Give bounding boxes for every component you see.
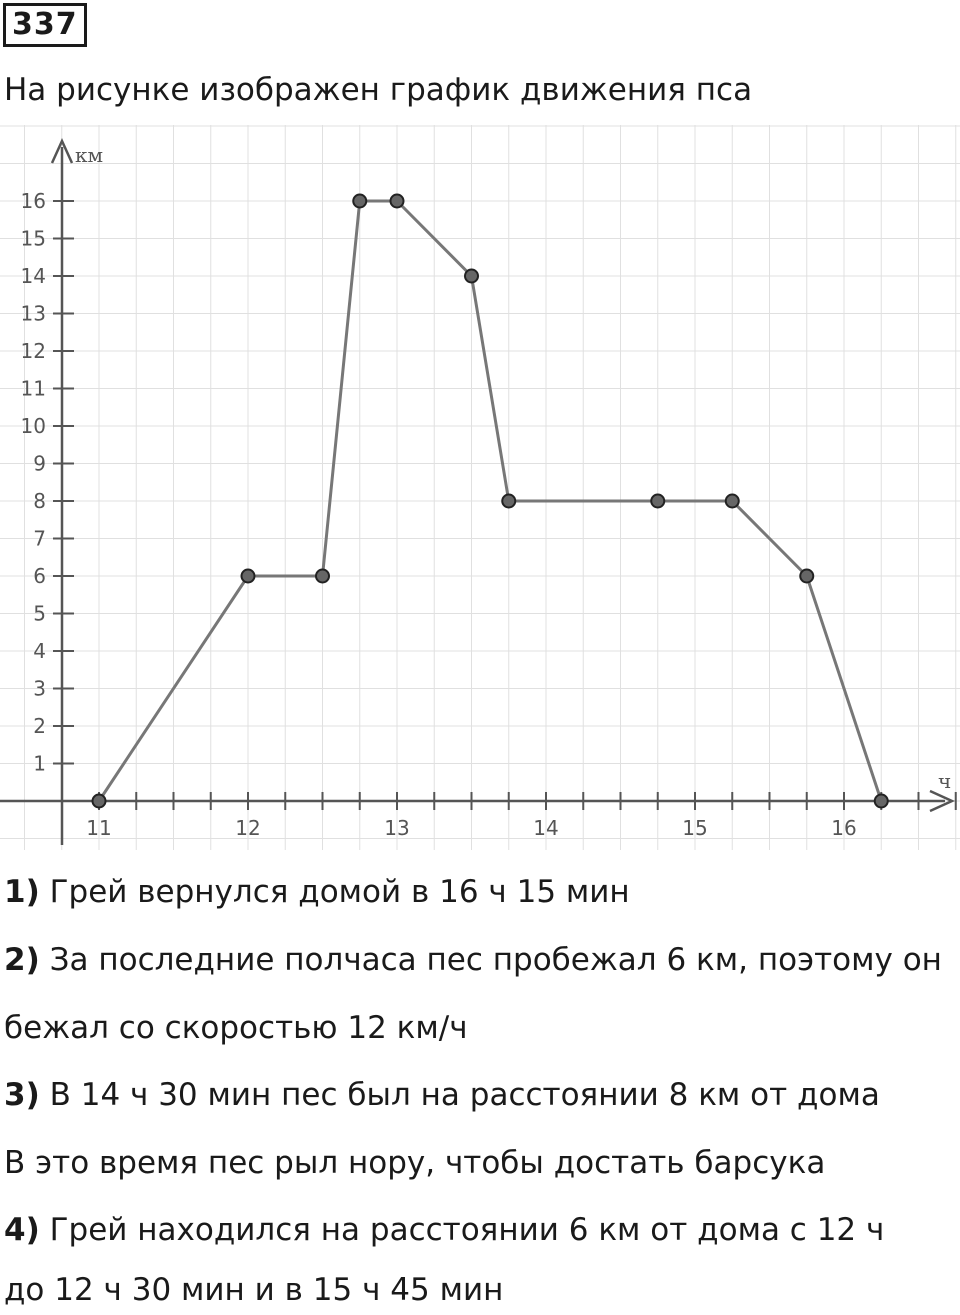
x-tick-label: 14	[533, 816, 559, 840]
answer-text: Грей вернулся домой в 16 ч 15 мин	[39, 874, 630, 910]
answer-number: 4)	[4, 1212, 40, 1248]
data-point	[242, 570, 255, 583]
answer-line	[4, 938, 942, 982]
data-point	[651, 495, 664, 508]
y-tick-label: 12	[20, 339, 46, 363]
problem-number: 337	[3, 3, 87, 47]
y-tick-label: 14	[20, 264, 46, 288]
y-tick-label: 6	[33, 564, 46, 588]
x-tick-label: 16	[831, 816, 857, 840]
chart-axes	[0, 141, 952, 845]
answer-number: 2)	[4, 942, 40, 978]
data-point	[726, 495, 739, 508]
data-point	[875, 795, 888, 808]
data-point	[465, 270, 478, 283]
problem-statement: На рисунке изображен график движения пса	[4, 72, 753, 108]
data-point	[353, 195, 366, 208]
answer-text: В 14 ч 30 мин пес был на расстоянии 8 км от дома	[39, 1077, 880, 1113]
y-tick-label: 13	[20, 301, 46, 326]
y-tick-label: 10	[20, 414, 46, 438]
answer-line	[4, 1073, 880, 1117]
data-point	[391, 195, 404, 208]
data-point	[800, 570, 813, 583]
y-tick-label: 1	[33, 751, 46, 776]
answer-line	[4, 1208, 884, 1252]
y-tick-label: 5	[33, 601, 46, 626]
chart-grid	[0, 125, 960, 850]
y-tick-label: 9	[33, 451, 46, 476]
data-point	[316, 570, 329, 583]
y-tick-label: 8	[33, 489, 46, 513]
answer-number: 1)	[4, 874, 40, 910]
answer-text: Грей находился на расстоянии 6 км от дома с 12 ч	[39, 1212, 885, 1248]
x-tick-label: 13	[384, 816, 410, 840]
y-tick-label: 3	[33, 676, 46, 701]
y-tick-label: 15	[20, 226, 46, 251]
y-tick-label: 16	[20, 189, 46, 213]
y-tick-label: 7	[33, 526, 46, 551]
y-tick-label: 2	[33, 714, 46, 738]
answer-line	[4, 1006, 468, 1050]
x-tick-label: 15	[682, 816, 708, 840]
y-axis-label: км	[75, 143, 104, 167]
x-tick-label: 12	[235, 816, 261, 840]
x-tick-label: 11	[86, 816, 112, 840]
answer-line	[4, 1268, 503, 1312]
answer-line	[4, 1141, 825, 1185]
data-point	[502, 495, 515, 508]
y-tick-label: 11	[20, 376, 46, 401]
distance-time-chart	[0, 125, 960, 850]
answer-text: бежал со скоростью 12 км/ч	[4, 1010, 468, 1046]
answer-text: В это время пес рыл нору, чтобы достать барсука	[4, 1145, 826, 1181]
chart-ticks	[21, 189, 956, 840]
answer-line	[4, 870, 630, 914]
answer-text: до 12 ч 30 мин и в 15 ч 45 мин	[4, 1272, 504, 1308]
y-tick-label: 4	[33, 639, 46, 663]
answer-number: 3)	[4, 1077, 40, 1113]
answer-text: За последние полчаса пес пробежал 6 км, поэтому он	[39, 942, 942, 978]
data-point	[93, 795, 106, 808]
x-axis-label: ч	[938, 769, 952, 793]
